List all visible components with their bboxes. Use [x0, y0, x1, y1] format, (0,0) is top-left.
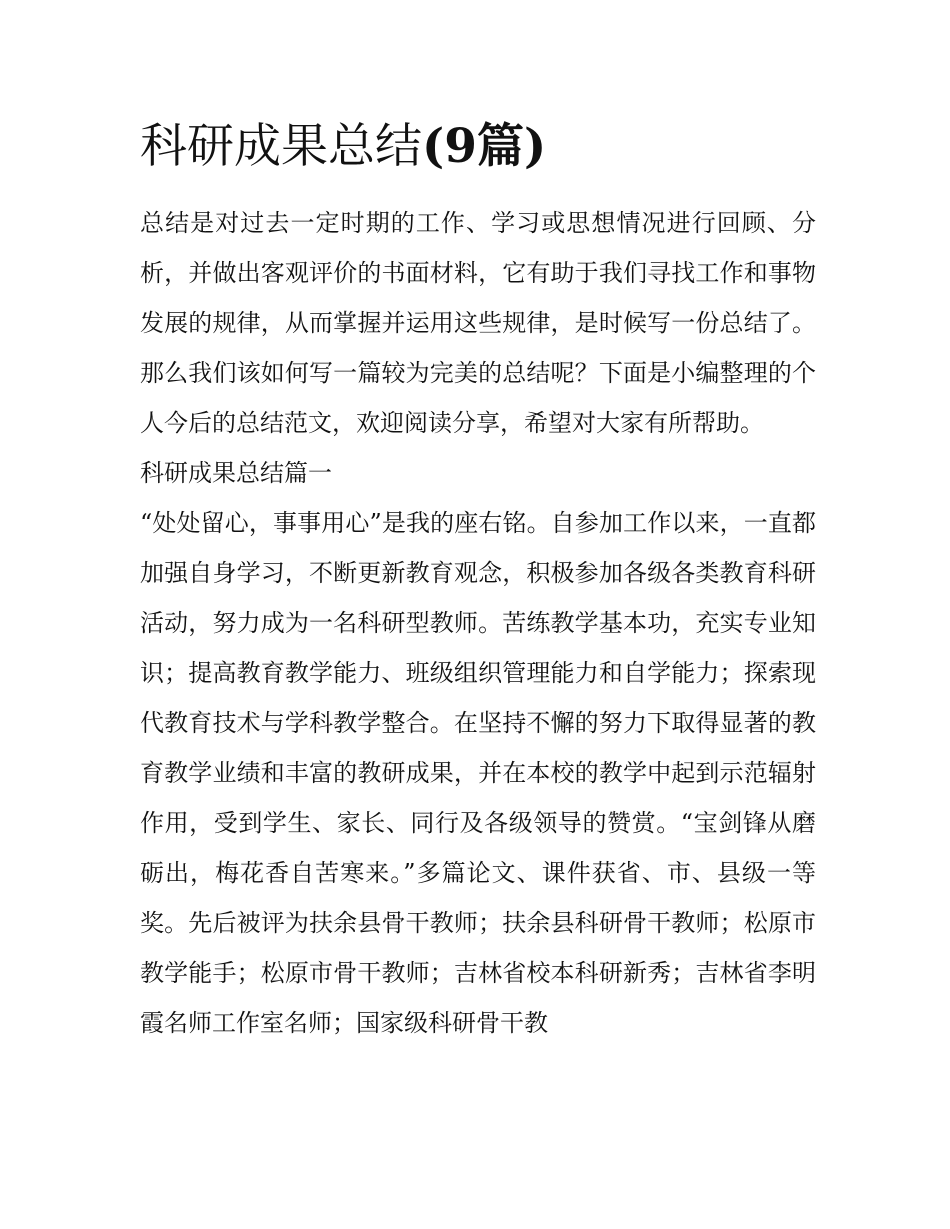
document-page — [140, 112, 816, 1048]
intro-paragraph: 总结是对过去一定时期的工作、学习或思想情况进行回顾、分析，并做出客观评价的书面材料，它有助于我们寻找工作和事物发展的规律，从而掌握并运用这些规律，是时候写一份总结了。那么我们该如何写一篇较为完美的总结呢？下面是小编整理的个人今后的总结范文，欢迎阅读分享，希望对大家有所帮助。 — [140, 209, 816, 437]
title-count-text: (9篇) — [422, 119, 547, 174]
page-title — [140, 112, 816, 182]
section-heading: 科研成果总结篇一 — [140, 459, 332, 487]
title-main-text: 科研成果总结 — [140, 119, 422, 174]
section-paragraph: “处处留心，事事用心”是我的座右铭。自参加工作以来，一直都加强自身学习，不断更新教育观念，积极参加各级各类教育科研活动，努力成为一名科研型教师。苦练教学基本功，充实专业知识；提高教育教学能力、班级组织管理能力和自学能力；探索现代教育技术与学科教学整合。在坚持不懈的努力下取得显著的教育教学业绩和丰富的教研成果，并在本校的教学中起到示范辐射作用，受到学生、家长、同行及各级领导的赞赏。“宝剑锋从磨砺出，梅花香自苦寒来。”多篇论文、课件获省、市、县级一等奖。先后被评为扶余县骨干教师；扶余县科研骨干教师；松原市教学能手；松原市骨干教师；吉林省校本科研新秀；吉林省李明霞名师工作室名师；国家级科研骨干教 — [140, 509, 816, 1037]
